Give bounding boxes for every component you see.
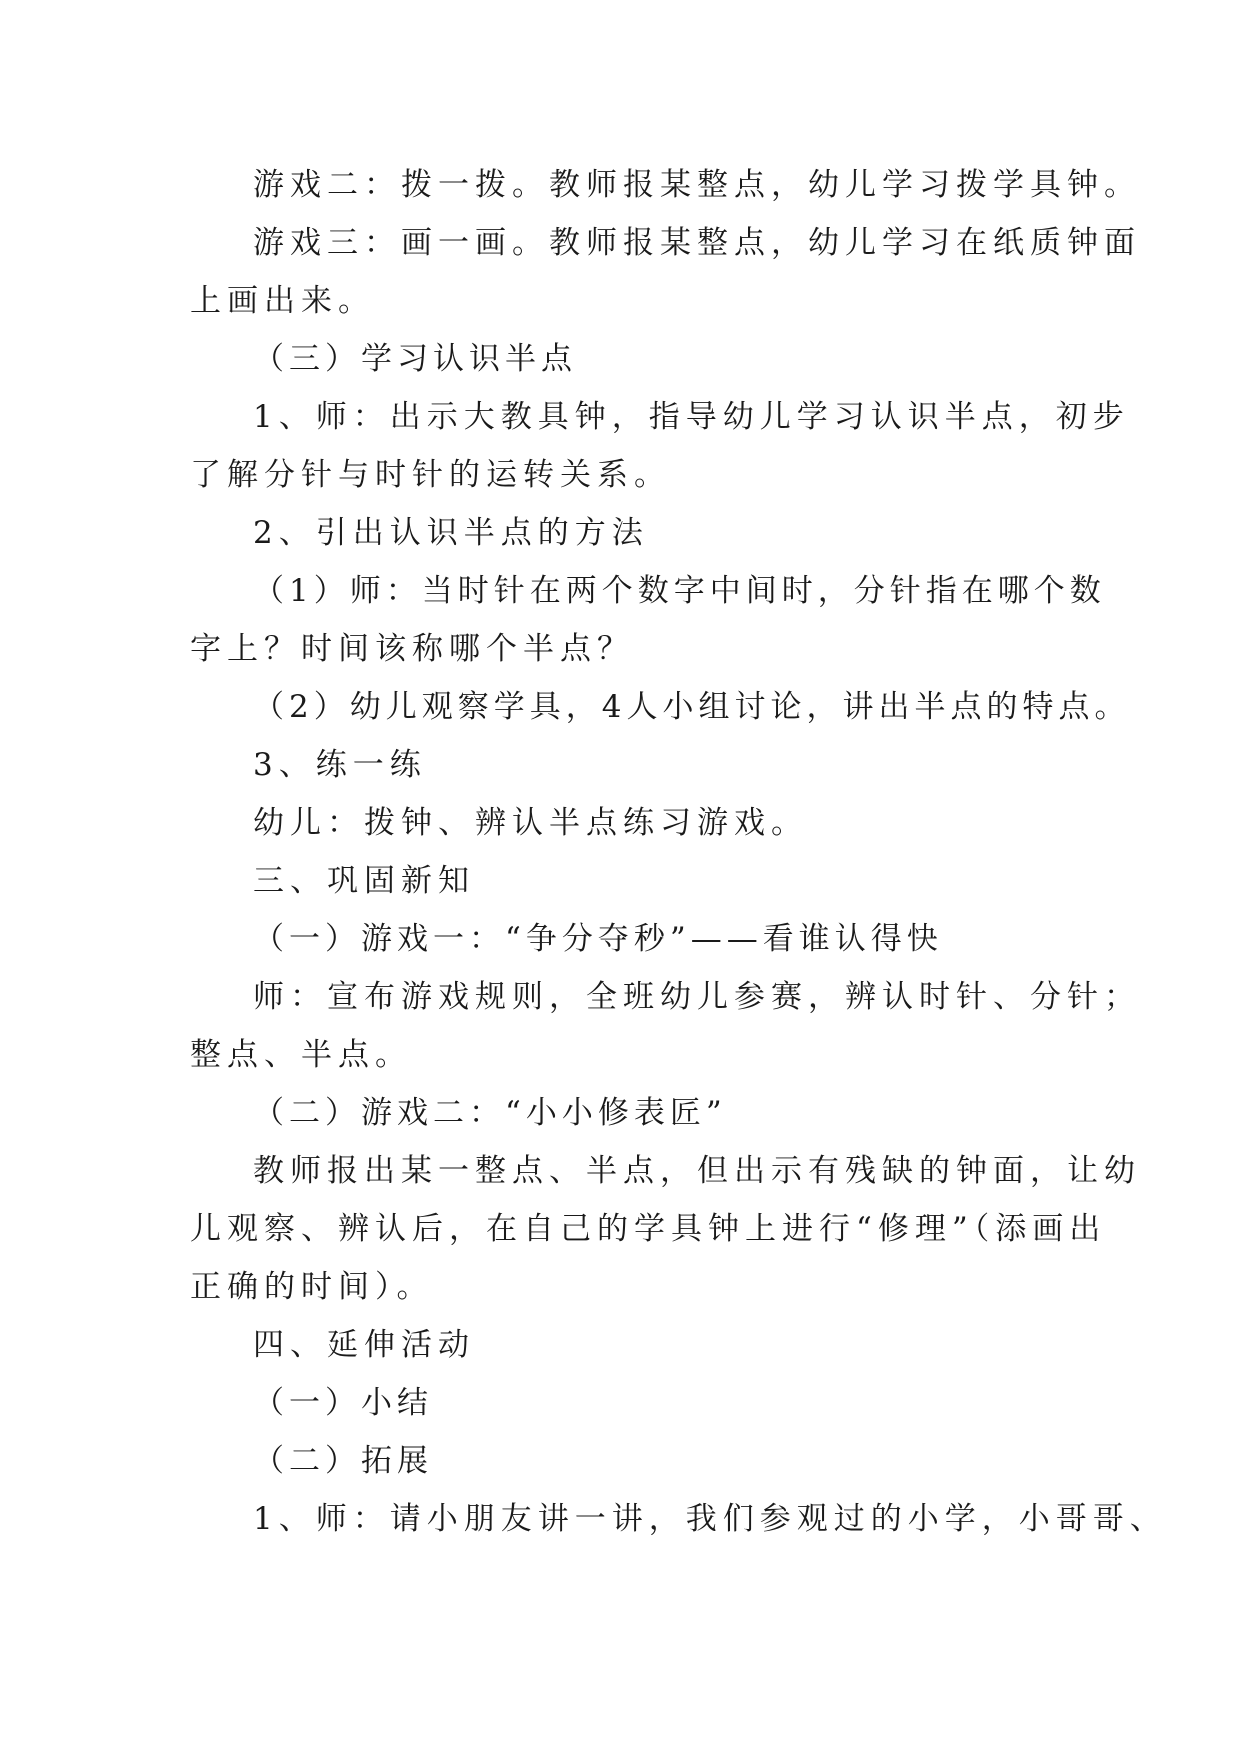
subsection-heading: 2、引出认识半点的方法 [253, 515, 649, 551]
section-heading: （一）小结 [253, 1385, 433, 1421]
section-heading: （二）游戏二：“小小修表匠” [253, 1095, 727, 1131]
paragraph-line: （1）师：当时针在两个数字中间时，分针指在哪个数 [253, 573, 1106, 609]
subsection-heading: 3、练一练 [253, 747, 427, 783]
section-heading: 三、巩固新知 [253, 863, 475, 899]
section-heading: （二）拓展 [253, 1443, 433, 1479]
paragraph-line: （2）幼儿观察学具，4人小组讨论，讲出半点的特点。 [253, 689, 1131, 725]
paragraph-line: 游戏三：画一画。教师报某整点，幼儿学习在纸质钟面 [253, 225, 1141, 261]
paragraph-line: 了解分针与时针的运转关系。 [190, 457, 671, 493]
paragraph-line: 整点、半点。 [190, 1037, 412, 1073]
paragraph-line: 游戏二：拨一拨。教师报某整点，幼儿学习拨学具钟。 [253, 167, 1141, 203]
paragraph-line: 正确的时间）。 [190, 1269, 434, 1305]
paragraph-line: 1、师：出示大教具钟，指导幼儿学习认识半点，初步 [253, 399, 1130, 435]
paragraph-line: 字上？时间该称哪个半点？ [190, 631, 634, 667]
paragraph-line: 幼儿：拨钟、辨认半点练习游戏。 [253, 805, 808, 841]
paragraph-line: 上画出来。 [190, 283, 375, 319]
section-heading: （三）学习认识半点 [253, 341, 577, 377]
paragraph-line: 儿观察、辨认后，在自己的学具钟上进行“修理”（添画出 [190, 1211, 1107, 1247]
section-heading: 四、延伸活动 [253, 1327, 475, 1363]
paragraph-line: 1、师：请小朋友讲一讲，我们参观过的小学，小哥哥、 [253, 1501, 1167, 1537]
paragraph-line: 师：宣布游戏规则，全班幼儿参赛，辨认时针、分针； [253, 979, 1141, 1015]
paragraph-line: 教师报出某一整点、半点，但出示有残缺的钟面，让幼 [253, 1153, 1141, 1189]
section-heading: （一）游戏一：“争分夺秒”——看谁认得快 [253, 921, 943, 957]
